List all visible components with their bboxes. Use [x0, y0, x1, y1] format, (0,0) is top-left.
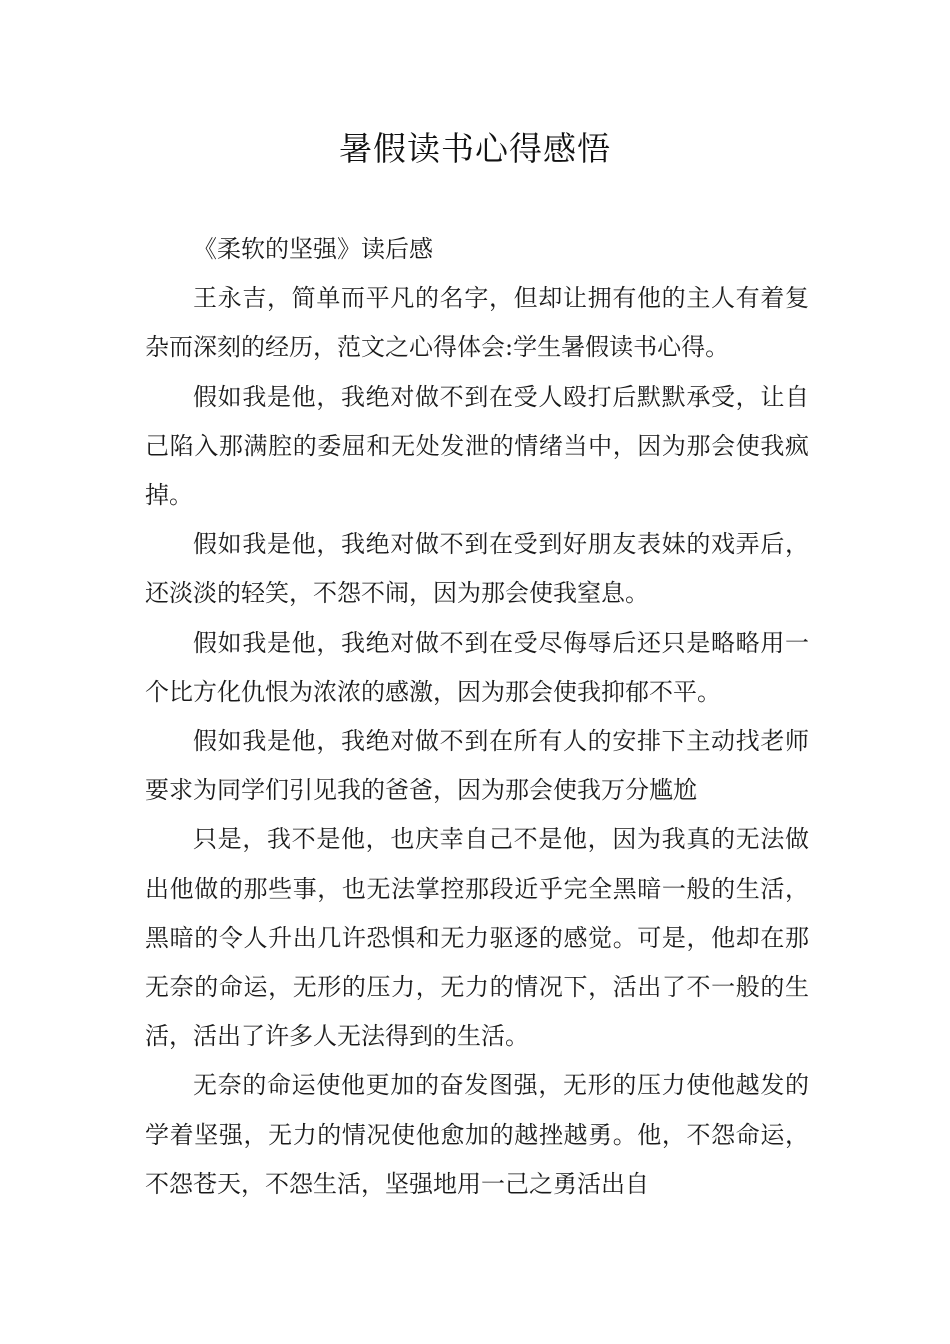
document-body: [145, 225, 809, 1209]
paragraph: 只是，我不是他，也庆幸自己不是他，因为我真的无法做出他做的那些事，也无法掌控那段近乎完全黑暗一般的生活，黑暗的令人升出几许恐惧和无力驱逐的感觉。可是，他却在那无奈的命运，无形的压力，无力的情况下，活出了不一般的生活，活出了许多人无法得到的生活。: [145, 825, 809, 1051]
paragraph: 假如我是他，我绝对做不到在受人殴打后默默承受，让自己陷入那满腔的委屈和无处发泄的情绪当中，因为那会使我疯掉。: [145, 382, 809, 510]
paragraph: 假如我是他，我绝对做不到在受尽侮辱后还只是略略用一个比方化仇恨为浓浓的感激，因为那会使我抑郁不平。: [145, 628, 809, 706]
paragraph: 假如我是他，我绝对做不到在所有人的安排下主动找老师要求为同学们引见我的爸爸，因为那会使我万分尴尬: [145, 727, 809, 805]
paragraph: 假如我是他，我绝对做不到在受到好朋友表妹的戏弄后，还淡淡的轻笑，不怨不闹，因为那会使我窒息。: [145, 530, 809, 608]
paragraph: 王永吉，简单而平凡的名字，但却让拥有他的主人有着复杂而深刻的经历，范文之心得体会:学生暑假读书心得。: [145, 284, 809, 362]
paragraph-book-title: 《柔软的坚强》读后感: [193, 235, 433, 263]
document-title: 暑假读书心得感悟: [339, 129, 611, 168]
paragraph: 无奈的命运使他更加的奋发图强，无形的压力使他越发的学着坚强，无力的情况使他愈加的越挫越勇。他，不怨命运，不怨苍天，不怨生活，坚强地用一己之勇活出自: [145, 1071, 809, 1198]
